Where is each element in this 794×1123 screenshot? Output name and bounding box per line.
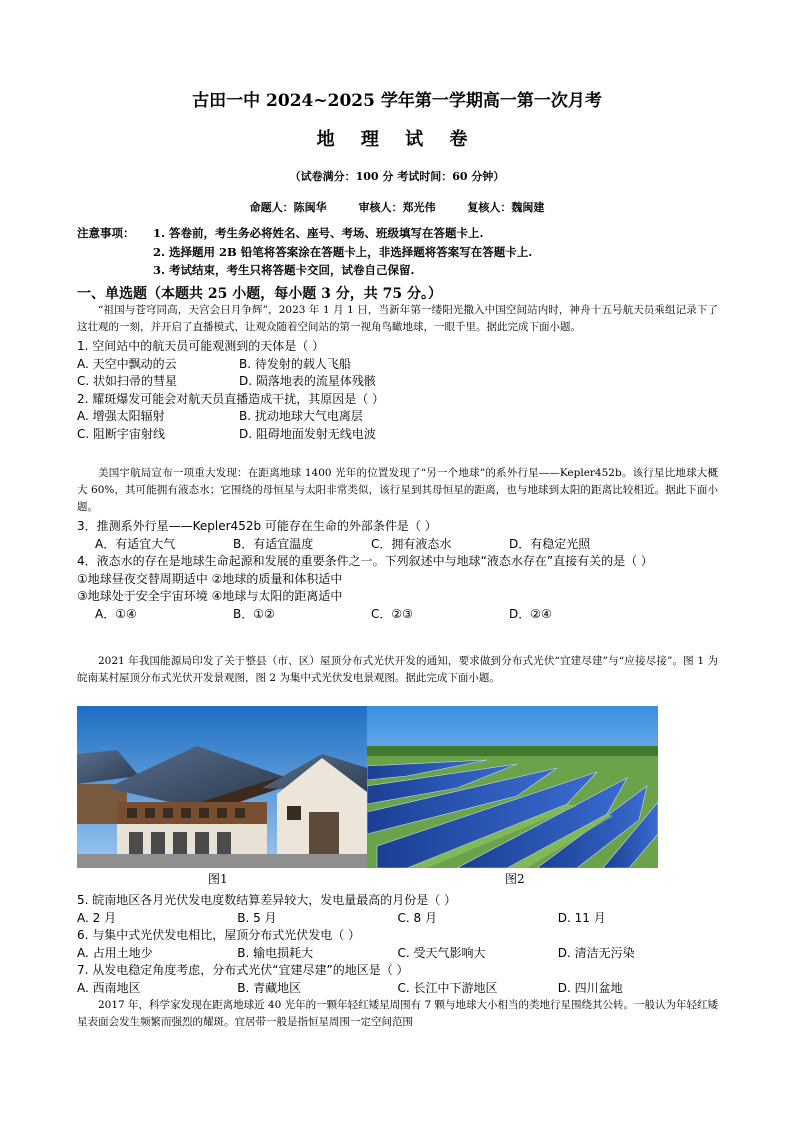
passage: 2021 年我国能源局印发了关于整县（市、区）屋顶分布式光伏开发的通知，要求做到分布式光伏“宜建尽建”与“应接尽接”。图 1 为皖南某村屋顶分布式光伏开发景观图，图 2 为集中式光伏发电景观图。据此完成下面小题。	[77, 655, 718, 684]
figures	[77, 706, 658, 868]
option: C. 受天气影响大	[397, 945, 486, 960]
statement-line: ③地球处于安全宇宙环境 ④地球与太阳的距离适中	[77, 589, 343, 603]
notice-item: 2. 选择题用 2B 铅笔将答案涂在答题卡上，非选择题将答案写在答题卡上.	[153, 244, 533, 259]
option: B. 5 月	[237, 910, 277, 925]
question-stem: 6. 与集中式光伏发电相比，屋顶分布式光伏发电（ ）	[77, 928, 361, 942]
rechecker: 复核人：魏闽建	[467, 201, 545, 214]
passage: “祖国与苍穹同高，天宫会日月争辉”，2023 年 1 月 1 日，当新年第一缕阳光撒入中国空间站内时，神舟十五号航天员乘组记录下了这壮观的一刻，并开启了直播模式，让观众随着空间站的第一视角鸟瞰地球，一眼千里。据此完成下面小题。	[77, 304, 718, 333]
passage: 2017 年，科学家发现在距离地球近 40 光年的一颗年轻红矮星周围有 7 颗与地球大小相当的类地行星围绕其公转。一般认为年轻红矮星表面会发生频繁而强烈的耀斑。宜居带一般是指恒星周围一定空间范围	[77, 999, 718, 1028]
notice-item: 1. 答卷前，考生务必将姓名、座号、考场、班级填写在答题卡上.	[153, 226, 484, 240]
figure-2-centralized-pv	[367, 706, 658, 868]
option: D. 阻碍地面发射无线电波	[239, 426, 376, 441]
option: A. 天空中飘动的云	[77, 356, 177, 371]
question-group-4	[77, 892, 718, 1031]
question-stem: 1. 空间站中的航天员可能观测到的天体是（ ）	[77, 339, 325, 353]
options-row	[77, 980, 718, 998]
options-row	[77, 945, 718, 963]
option: C. 状如扫帚的彗星	[77, 374, 178, 388]
option: D. 11 月	[557, 910, 606, 925]
options-row	[77, 606, 718, 624]
exam-staff	[0, 199, 794, 215]
question-group-2	[77, 465, 718, 623]
option: A. 2 月	[77, 910, 117, 925]
option: C. 长江中下游地区	[397, 980, 498, 995]
option: B. 待发射的载人飞船	[239, 356, 351, 371]
option: D. 陨落地表的流星体残骸	[239, 374, 376, 388]
question-group-1	[77, 302, 718, 443]
question-group-3	[77, 653, 718, 687]
exam-title: 古田一中 2024~2025 学年第一学期高一第一次月考	[192, 91, 602, 111]
option: C．拥有液态水	[371, 536, 452, 551]
solar-farm-illustration	[367, 706, 658, 868]
options-row	[77, 426, 718, 444]
option: A．有适宜大气	[95, 536, 176, 551]
exam-info: （试卷满分：100 分 考试时间：60 分钟）	[289, 170, 505, 183]
option: A. 西南地区	[77, 980, 141, 995]
option: B. 扰动地球大气电离层	[239, 409, 363, 423]
reviewer: 审核人：郑光伟	[358, 201, 436, 214]
option: C. 8 月	[397, 910, 437, 925]
figure-2-caption: 图2	[505, 872, 525, 886]
option: B. 青藏地区	[237, 980, 302, 995]
options-row	[77, 536, 718, 554]
options-row	[77, 356, 718, 374]
exam-subject: 地 理 试 卷	[316, 129, 478, 150]
question-stem: 7. 从发电稳定角度考虑，分布式光伏“宜建尽建”的地区是（ ）	[77, 963, 409, 977]
passage: 美国宇航局宣布一项重大发现：在距离地球 1400 光年的位置发现了“另一个地球”的系外行星——Kepler452b。该行星比地球大概大 60%，其可能拥有液态水；它围绕的母恒星与太阳非常类似，该行星到其母恒星的距离，也与地球到太阳的距离比较相近。据此下面小题。	[77, 467, 718, 513]
option: D. 清洁无污染	[557, 945, 635, 960]
question-stem: 3．推测系外行星——Kepler452b 可能存在生命的外部条件是（ ）	[77, 519, 437, 533]
option: C. 阻断宇宙射线	[77, 426, 166, 441]
option: A. 占用土地少	[77, 945, 153, 960]
option: D．②④	[509, 606, 552, 621]
notice	[77, 224, 727, 280]
section-heading: 一、单选题（本题共 25 小题，每小题 3 分，共 75 分。）	[77, 286, 442, 302]
option: C．②③	[371, 606, 413, 621]
option: B．有适宜温度	[233, 536, 314, 551]
options-row	[77, 910, 718, 928]
option: A. 增强太阳辐射	[77, 409, 165, 423]
option: B．①②	[233, 606, 275, 621]
option: B. 输电损耗大	[237, 945, 314, 960]
figure-1-caption: 图1	[208, 872, 228, 886]
options-row	[77, 408, 718, 426]
question-stem: 4．液态水的存在是地球生命起源和发展的重要条件之一。下列叙述中与地球“液态水存在”直接有关的是（ ）	[77, 554, 653, 568]
option: D．有稳定光照	[509, 536, 591, 551]
rooftop-pv-illustration	[77, 706, 367, 868]
statement-line: ①地球昼夜交替周期适中 ②地球的质量和体积适中	[77, 571, 343, 586]
question-stem: 2. 耀斑爆发可能会对航天员直播造成干扰，其原因是（ ）	[77, 391, 385, 406]
question-stem: 5. 皖南地区各月光伏发电度数结算差异较大，发电量最高的月份是（ ）	[77, 893, 457, 907]
option: A．①④	[95, 606, 137, 621]
figure-1-rooftop-pv	[77, 706, 367, 868]
notice-item: 3. 考试结束，考生只将答题卡交回，试卷自己保留.	[153, 263, 415, 277]
notice-label: 注意事项：	[77, 226, 135, 240]
option: D. 四川盆地	[557, 980, 623, 995]
author: 命题人：陈闽华	[249, 201, 327, 214]
options-row	[77, 373, 718, 391]
